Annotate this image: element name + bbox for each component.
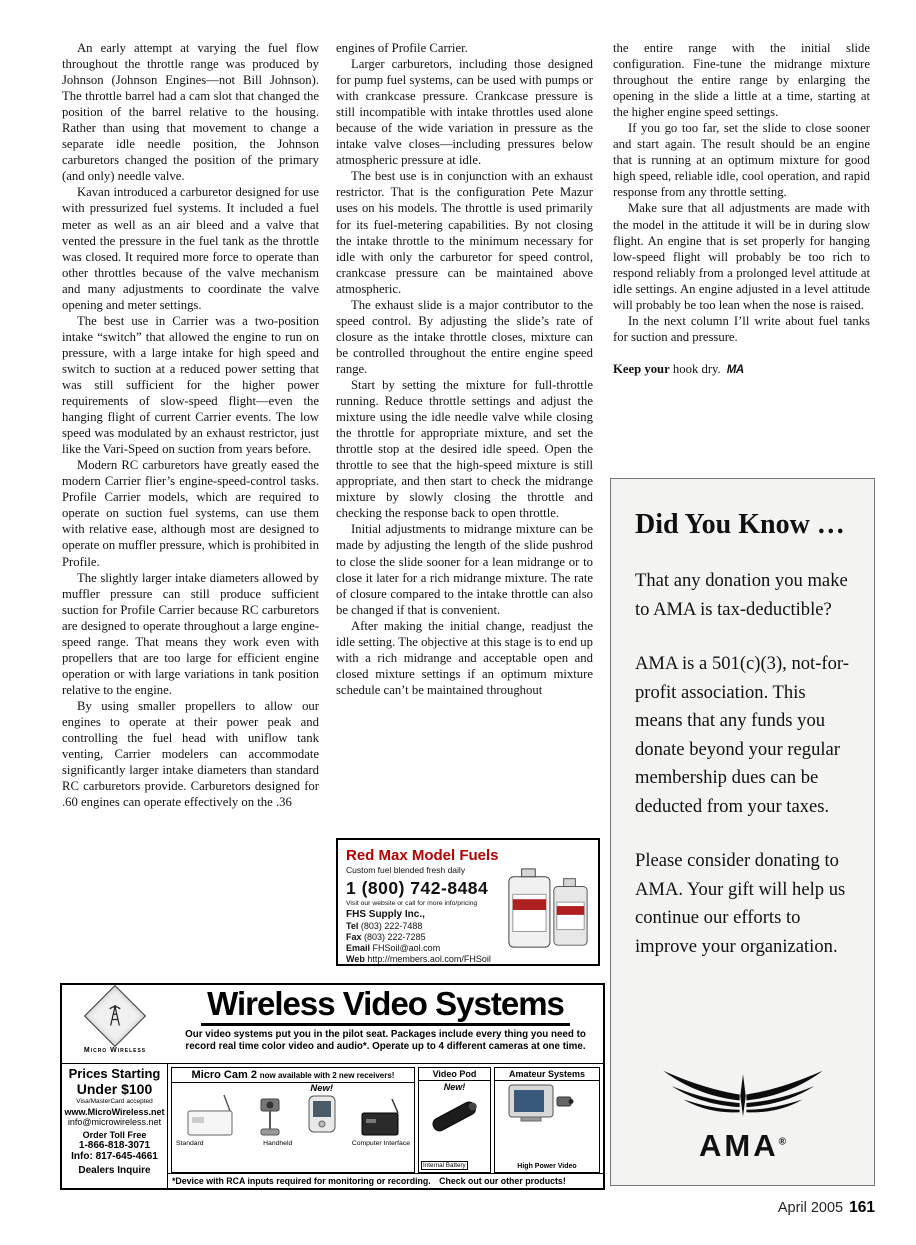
- article-column-1: [62, 40, 319, 810]
- web-value: http://members.aol.com/FHSoil: [367, 954, 491, 964]
- mini-camera-icon: [255, 1095, 285, 1139]
- page-footer: [778, 1199, 875, 1217]
- caption-standard: Standard: [176, 1140, 204, 1147]
- dealers-inquire-label: Dealers Inquire: [78, 1165, 151, 1176]
- micro-cam-2-header: [172, 1068, 414, 1083]
- paragraph: If you go too far, set the slide to close sooner and start again. The result should be an engine that is running at an optimum mixture for good high speed, reliable idle, cool operation, and rapid response from any throttle setting.: [613, 121, 870, 200]
- new-label: New!: [310, 1083, 334, 1094]
- video-pod-caption: Internal Battery: [423, 1162, 466, 1169]
- caption-computer-interface: Computer Interface: [351, 1140, 410, 1147]
- paragraph: The slightly larger intake diameters allowed by muffler pressure can still produce sufficient suction for Profile Carrier because RC carburetors are designed to operate throughout a large engine-speed range. That means they work even with propellers that are too large for efficient engine operation or with large variations in tank position relative to the engine.: [62, 570, 319, 697]
- redmax-company: FHS Supply Inc.,: [346, 909, 425, 920]
- video-pod-new-label: New!: [443, 1082, 466, 1092]
- ama-logo-text: [611, 1130, 874, 1161]
- ama-wings-icon: [657, 1069, 829, 1125]
- product-boxes: [168, 1064, 603, 1173]
- paragraph: engines of Profile Carrier.: [336, 41, 468, 55]
- prices-starting-label: Prices Starting: [68, 1066, 161, 1081]
- micro-cam-2-captions: [172, 1139, 414, 1149]
- email-value: FHSoil@aol.com: [372, 943, 441, 953]
- article-column-3-text: [613, 40, 870, 345]
- redmax-title: Red Max Model Fuels: [346, 847, 499, 864]
- toll-free-number: 1-866-818-3071: [78, 1140, 151, 1151]
- micro-cam-2-box: [171, 1067, 415, 1173]
- wireless-email: info@microwireless.net: [67, 1117, 162, 1127]
- cards-accepted-label: Visa/MasterCard accepted: [76, 1098, 153, 1105]
- micro-wireless-name: Micro Wireless: [83, 1047, 147, 1054]
- paragraph: After making the initial change, readjust the idle setting. The objective at this stage is to end up with a rich midrange and acceptable open and closed mixture settings if an optimum mixture schedule can’t be maintained throughout: [336, 618, 593, 697]
- amateur-systems-caption: High Power Video: [517, 1163, 577, 1170]
- fuel-jug-icon: [503, 866, 593, 952]
- wireless-products-area: [168, 1064, 603, 1188]
- paragraph: In the next column I’ll write about fuel tanks for suction and pressure.: [613, 313, 870, 344]
- wireless-video-ad: [60, 983, 605, 1190]
- caption-handheld: Handheld: [263, 1140, 293, 1147]
- wireless-title-block: [168, 985, 603, 1063]
- did-you-know-body: [635, 567, 850, 961]
- radio-tower-icon: [102, 1003, 128, 1029]
- toll-free-label: Order Toll Free: [82, 1130, 147, 1140]
- web-label: Web: [346, 954, 365, 964]
- registered-mark: ®: [778, 1136, 786, 1148]
- article-signoff: [613, 361, 870, 378]
- wireless-pricing-column: [62, 1064, 168, 1188]
- paragraph: Larger carburetors, including those designed for pump fuel systems, can be used with pumps or with crankcase pressure. Crankcase pressure is still incompatible with intake throttles used alone because of the wide variation in pressure as the intake valve closes—including pressures below atmospheric pressure at idle.: [336, 57, 593, 168]
- intro-line-1: Our video systems put you in the pilot seat. Packages include every thing you need to: [185, 1028, 586, 1040]
- under-100-label: Under $100: [76, 1081, 153, 1097]
- paragraph: Start by setting the mixture for full-throttle running. Reduce throttle settings and adjust the mixture using the idle needle valve while closing the throttle for appropriate mixture, and set the throttle stop at the desired idle speed. Open the throttle to see that the high-speed mixture is still appropriate, and then start to check the midrange mixture by slowly closing the throttle and checking the response back to open throttle.: [336, 377, 593, 521]
- handheld-group: [305, 1083, 339, 1139]
- wireless-ad-title: Wireless Video Systems: [201, 987, 570, 1026]
- micro-cam-2-subtitle: now available with 2 new receivers!: [259, 1071, 395, 1080]
- paragraph: An early attempt at varying the fuel flow throughout the throttle range was produced by Johnson (Johnson Engines—not Bill Johnson). The throttle barrel had a cam slot that changed the position of the barrel relative to the housing. Rather than using that movement to change a separate idle needle position, the Johnson carburetors changed the position of the primary (and only) needle valve.: [62, 41, 319, 184]
- tel-label: Tel: [346, 921, 359, 931]
- paragraph: Make sure that all adjustments are made with the model in the attitude it will be in during slow flight. An engine that is set properly for hanging low-speed flight will probably be too rich to respond reliably from a prolonged level attitude at idle settings. An engine adjusted in a level attitude will probably be too lean when the nose is raised.: [613, 201, 870, 312]
- paragraph: The exhaust slide is a major contributor to the speed control. By adjusting the slide’s rate of closure as the intake throttle closes, mixture can be controlled throughout the entire engine speed range.: [336, 297, 593, 376]
- info-number: Info: 817-645-4661: [71, 1151, 158, 1162]
- video-pod-icon: [419, 1092, 489, 1136]
- email-label: Email: [346, 943, 371, 953]
- computer-interface-icon: [358, 1097, 402, 1139]
- paragraph: Please consider donating to AMA. Your gift will help us continue our efforts to improve your organization.: [635, 850, 846, 957]
- article-column-3: [613, 40, 870, 378]
- paragraph: That any donation you make to AMA is tax-deductible?: [635, 570, 848, 620]
- redmax-tagline: Custom fuel blended fresh daily: [346, 865, 466, 875]
- paragraph: AMA is a 501(c)(3), not-for-profit association. This means that any funds you donate beyond your regular membership dues can be deducted from your taxes.: [635, 653, 849, 817]
- fuel-jugs-image: [503, 866, 593, 957]
- wireless-ad-intro: [168, 1029, 603, 1053]
- fax-label: Fax: [346, 932, 362, 942]
- paragraph: By using smaller propellers to allow our engines to operate at their power peak and controlling the fuel head with uniflow tank venting, Carrier modelers can accommodate significantly larger intake diameters than standard RC carburetors provide. Carburetors designed for .60 engines can operate effectively on the .36: [62, 698, 319, 810]
- wireless-ad-footnote: [168, 1173, 603, 1188]
- paragraph: Kavan introduced a carburetor designed for use with pressurized fuel systems. It included a fuel meter as well as an air bleed and a valve that vented the pressure in the fuel tank as the throttle was closed. It required more force to operate than other throttles because of the valve mechanism and many adjustments to coordinate the valve opening and meter settings.: [62, 185, 319, 312]
- video-pod-box: [418, 1067, 491, 1173]
- paragraph: The best use is in conjunction with an exhaust restrictor. That is the configuration Pete Mazur uses on his models. The throttle is used primarily for its fuel-metering capabilities. By not closing the intake throttle to the minimum necessary for idle with only the carburetor for speed control, crankcase pressure can be maintained above atmospheric.: [336, 169, 593, 296]
- wireless-ad-body: [62, 1064, 603, 1188]
- video-monitor-icon: [495, 1081, 579, 1129]
- redmax-phone: 1 (800) 742-8484: [346, 878, 489, 898]
- intro-line-2: record real time color video and audio*. Operate up to 4 different cameras at one time.: [185, 1040, 586, 1052]
- micro-wireless-diamond-icon: [84, 985, 146, 1047]
- fax-value: (803) 222-7285: [364, 932, 426, 942]
- micro-wireless-logo: [62, 985, 168, 1063]
- footnote-device-note: *Device with RCA inputs required for monitoring or recording.: [172, 1176, 431, 1186]
- tel-value: (803) 222-7488: [360, 921, 423, 931]
- footnote-other-products: Check out our other products!: [439, 1176, 566, 1186]
- amateur-systems-header: Amateur Systems: [495, 1068, 599, 1081]
- handheld-receiver-icon: [305, 1094, 339, 1134]
- micro-cam-2-title: Micro Cam 2: [191, 1069, 257, 1081]
- signoff-bold-text: Keep your: [613, 361, 670, 376]
- issue-date: April 2005: [777, 1200, 844, 1216]
- did-you-know-box: [610, 478, 875, 1186]
- redmax-ad: [336, 838, 600, 966]
- ama-logo: [611, 1069, 874, 1161]
- magazine-logo: MA: [726, 363, 744, 376]
- video-pod-header: Video Pod: [419, 1068, 490, 1081]
- redmax-note: Visit our website or call for more info/pricing: [346, 900, 478, 907]
- paragraph: Modern RC carburetors have greatly eased the modern Carrier flier’s engine-speed-control tasks. Profile Carrier models, which are required to operate on suction fuel systems, can use them with relative ease, although most are designed to operate on muffler pressure, which is prohibited in Profile.: [62, 458, 319, 569]
- paragraph: The best use in Carrier was a two-position intake “switch” that allowed the engine to run on pressure, with a large intake for high speed and switch to suction at a reduced power setting that was still sufficient for the higher power requirements of slow-speed flight—even the hanging flight of current Carrier events. The low speed was modulated by an exhaust restrictor, just like the Vari-Speed on suction from years before.: [62, 313, 319, 457]
- micro-cam-2-images: [172, 1083, 414, 1139]
- wireless-website: www.MicroWireless.net: [64, 1107, 165, 1117]
- did-you-know-title: Did You Know …: [635, 509, 845, 540]
- ama-logo-letters: AMA: [699, 1128, 779, 1163]
- signoff-text: hook dry.: [669, 361, 721, 376]
- amateur-systems-box: [494, 1067, 600, 1173]
- paragraph: Initial adjustments to midrange mixture can be made by adjusting the length of the slide pushrod to close the slide sooner for a lean midrange or to close it later for a rich midrange mixture. The rate of closure compared to the intake throttle can also be changed if that is convenient.: [336, 522, 593, 617]
- wireless-ad-header: [62, 985, 603, 1064]
- article-column-2: [336, 40, 593, 698]
- page-number: 161: [849, 1199, 875, 1216]
- paragraph: the entire range with the initial slide configuration. Fine-tune the midrange mixture throughout the entire range by enlarging the opening in the slide a little at a time, starting at the higher engine speed settings.: [613, 41, 870, 120]
- standard-receiver-icon: [184, 1093, 236, 1139]
